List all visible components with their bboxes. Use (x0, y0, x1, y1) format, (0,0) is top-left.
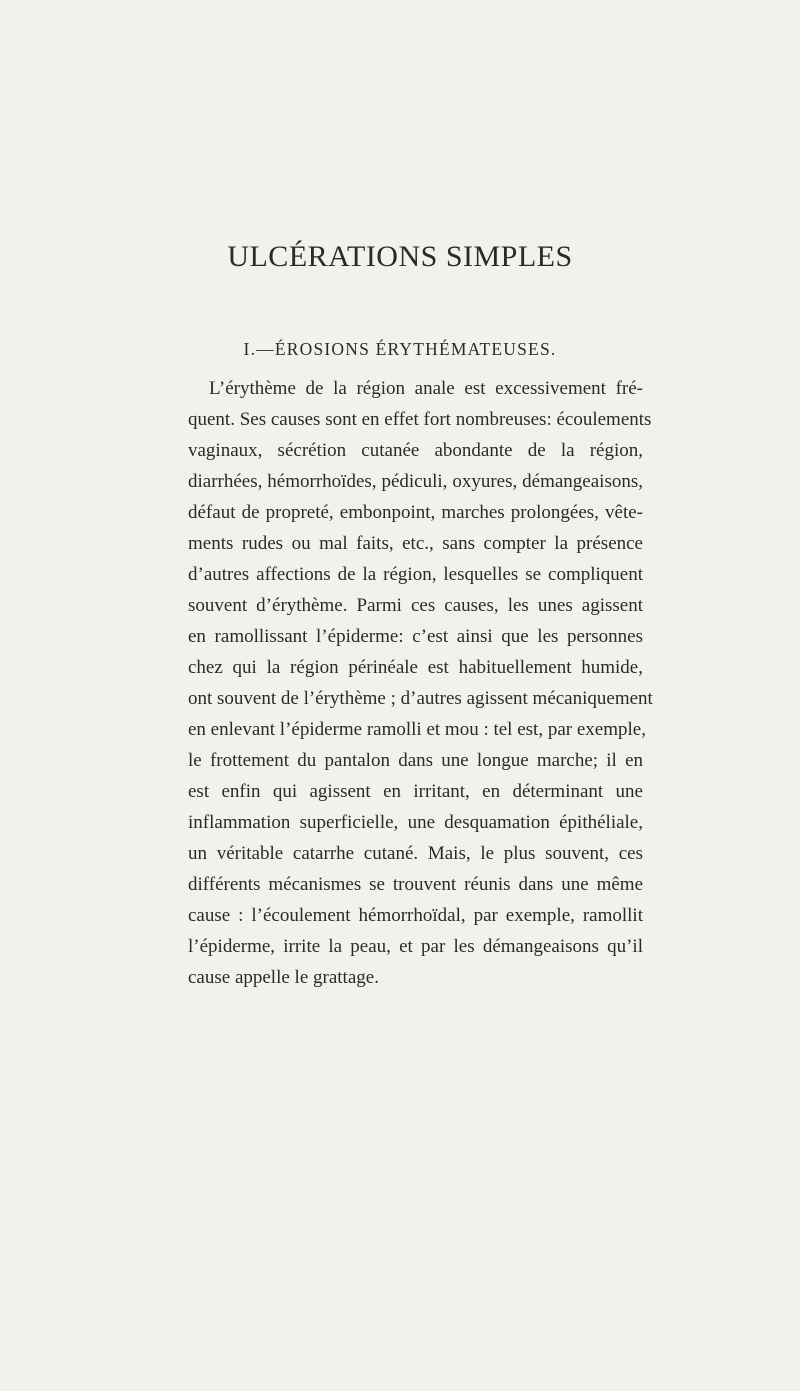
text-line: vaginaux, sécrétion cutanée abondante de la région, (188, 440, 643, 461)
text-line: L’érythème de la région anale est excessivement fré- (209, 378, 643, 399)
chapter-title: ULCÉRATIONS SIMPLES (227, 240, 573, 273)
text-line: le frottement du pantalon dans une longue marche; il en (188, 750, 643, 771)
text-line: différents mécanismes se trouvent réunis dans une même (188, 874, 643, 895)
text-line: cause : l’écoulement hémorrhoïdal, par exemple, ramollit (188, 905, 643, 926)
text-line: en ramollissant l’épiderme: c’est ainsi que les personnes (188, 626, 643, 647)
text-line: inflammation superficielle, une desquamation épithéliale, (188, 812, 643, 833)
section-heading: I.—ÉROSIONS ÉRYTHÉMATEUSES. (243, 339, 557, 359)
text-line: un véritable catarrhe cutané. Mais, le plus souvent, ces (188, 843, 643, 864)
body-paragraph (188, 373, 653, 993)
text-line: défaut de propreté, embonpoint, marches prolongées, vête- (188, 502, 643, 523)
text-line: cause appelle le grattage. (188, 967, 379, 988)
text-line: quent. Ses causes sont en effet fort nombreuses: écoulements (188, 409, 652, 430)
text-line: diarrhées, hémorrhoïdes, pédiculi, oxyures, démangeaisons, (188, 471, 643, 492)
text-line: est enfin qui agissent en irritant, en déterminant une (188, 781, 643, 802)
text-line: souvent d’érythème. Parmi ces causes, les unes agissent (188, 595, 643, 616)
text-line: l’épiderme, irrite la peau, et par les démangeaisons qu’il (188, 936, 643, 957)
text-line: chez qui la région périnéale est habituellement humide, (188, 657, 643, 678)
text-line: d’autres affections de la région, lesquelles se compliquent (188, 564, 643, 585)
text-line: en enlevant l’épiderme ramolli et mou : tel est, par exemple, (188, 719, 646, 740)
text-line: ont souvent de l’érythème ; d’autres agissent mécaniquement (188, 688, 653, 709)
text-line: ments rudes ou mal faits, etc., sans compter la présence (188, 533, 643, 554)
